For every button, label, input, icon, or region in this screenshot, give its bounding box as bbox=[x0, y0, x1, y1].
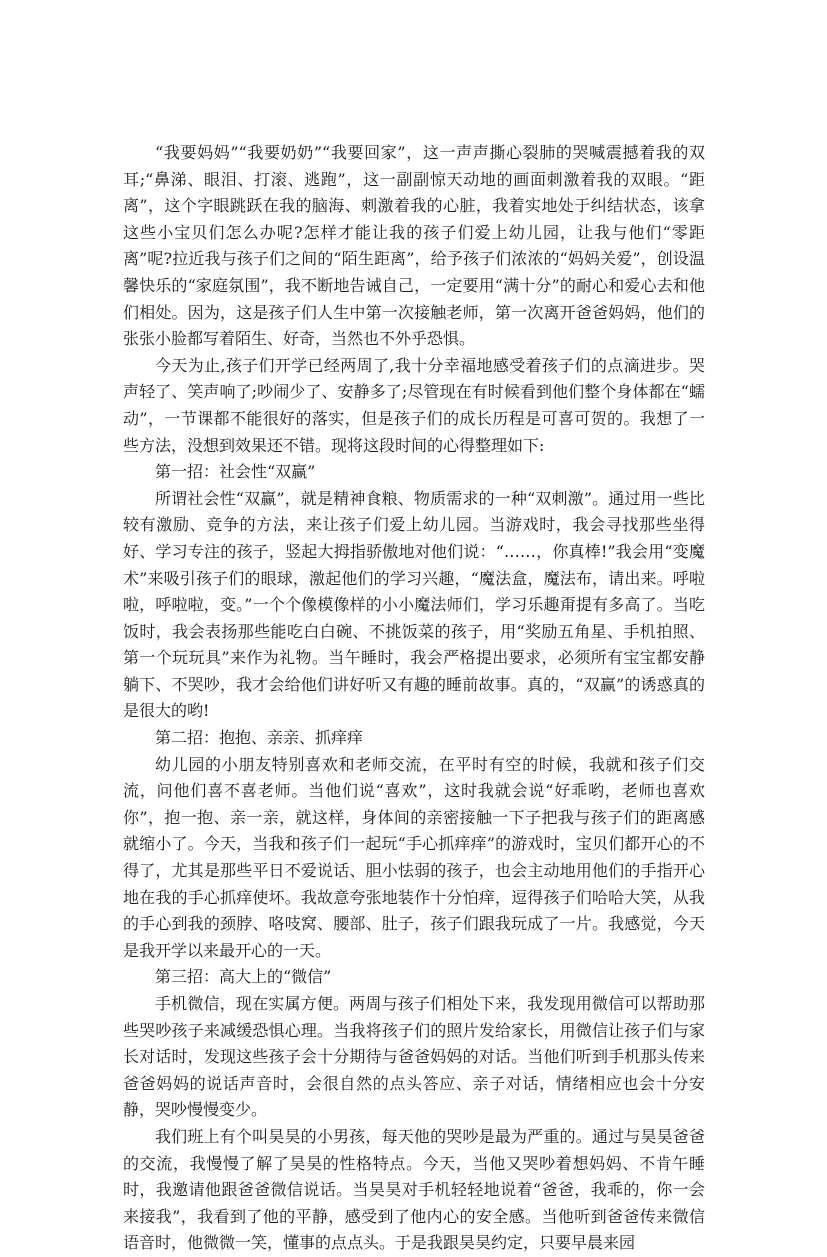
paragraph-intro: “我要妈妈”“我要奶奶”“我要回家”，这一声声撕心裂肺的哭喊震撼着我的双耳;“鼻涕、眼泪、打滚、逃跑”，这一副副惊天动地的画面刺激着我的双眼。“距离”，这个字眼跳跃在我的脑海、刺激着我的心脏，我着实地处于纠结状态，该拿这些小宝贝们怎么办呢?怎样才能让我的孩子们爱上幼儿园，让我与他们“零距离”呢?拉近我与孩子们之间的“陌生距离”，给予孩子们浓浓的“妈妈关爱”，创设温馨快乐的“家庭氛围”，我不断地告诫自己，一定要用“满十分”的耐心和爱心去和他们相处。因为，这是孩子们人生中第一次接触老师，第一次离开爸爸妈妈，他们的张张小脸都写着陌生、好奇，当然也不外乎恐惧。 bbox=[123, 143, 705, 349]
document-body bbox=[123, 140, 705, 1257]
section-heading-2: 第二招：抱抱、亲亲、抓痒痒 bbox=[155, 728, 364, 748]
section-heading-1: 第一招：社会性“双赢” bbox=[155, 462, 316, 482]
paragraph-section-1: 所谓社会性“双赢”，就是精神食粮、物质需求的一种“双刺激”。通过用一些比较有激励、竞争的方法，来让孩子们爱上幼儿园。当游戏时，我会寻找那些坐得好、学习专注的孩子，竖起大拇指骄傲地对他们说：“……，你真棒!”我会用“变魔术”来吸引孩子们的眼球，激起他们的学习兴趣，“魔法盒，魔法布，请出来。呼啦啦，呼啦啦，变。”一个个像模像样的小小魔法师们，学习乐趣甭提有多高了。当吃饭时，我会表扬那些能吃白白碗、不挑饭菜的孩子，用“奖励五角星、手机拍照、第一个玩玩具”来作为礼物。当午睡时，我会严格提出要求，必须所有宝宝都安静躺下、不哭吵，我才会给他们讲好听又有趣的睡前故事。真的，“双赢”的诱惑真的是很大的哟! bbox=[123, 488, 705, 721]
paragraph-section-3: 手机微信，现在实属方便。两周与孩子们相处下来，我发现用微信可以帮助那些哭吵孩子来减缓恐惧心理。当我将孩子们的照片发给家长，用微信让孩子们与家长对话时，发现这些孩子会十分期待与爸爸妈妈的对话。当他们听到手机那头传来爸爸妈妈的说话声音时，会很自然的点头答应、亲子对话，情绪相应也会十分安静，哭吵慢慢变少。 bbox=[123, 994, 705, 1120]
paragraph-section-2: 幼儿园的小朋友特别喜欢和老师交流，在平时有空的时候，我就和孩子们交流，问他们喜不喜老师。当他们说“喜欢”，这时我就会说“好乖哟，老师也喜欢你”，抱一抱、亲一亲，就这样，身体间的亲密接触一下子把我与孩子们的距离感就缩小了。今天，当我和孩子们一起玩“手心抓痒痒”的游戏时，宝贝们都开心的不得了，尤其是那些平日不爱说话、胆小怯弱的孩子，也会主动地用他们的手指开心地在我的手心抓痒使坏。我故意夸张地装作十分怕痒，逗得孩子们哈哈大笑，从我的手心到我的颈脖、咯吱窝、腰部、肚子，孩子们跟我玩成了一片。我感觉，今天是我开学以来最开心的一天。 bbox=[123, 754, 705, 960]
paragraph-progress: 今天为止,孩子们开学已经两周了,我十分幸福地感受着孩子们的点滴进步。哭声轻了、笑声响了;吵闹少了、安静多了;尽管现在有时候看到他们整个身体都在“蠕动”，一节课都不能很好的落实，但是孩子们的成长历程是可喜可贺的。我想了一些方法，没想到效果还不错。现将这段时间的心得整理如下: bbox=[123, 355, 705, 455]
section-heading-3: 第三招：高大上的“微信” bbox=[155, 967, 332, 987]
paragraph-haohao: 我们班上有个叫昊昊的小男孩，每天他的哭吵是最为严重的。通过与昊昊爸爸的交流，我慢慢了解了昊昊的性格特点。今天，当他又哭吵着想妈妈、不肯午睡时，我邀请他跟爸爸微信说话。当昊昊对手机轻轻地说着“爸爸，我乖的，你一会来接我”，我看到了他的平静，感受到了他内心的安全感。当他听到爸爸传来微信语音时，他微微一笑，懂事的点点头。于是我跟昊昊约定，只要早晨来园 bbox=[123, 1126, 705, 1253]
